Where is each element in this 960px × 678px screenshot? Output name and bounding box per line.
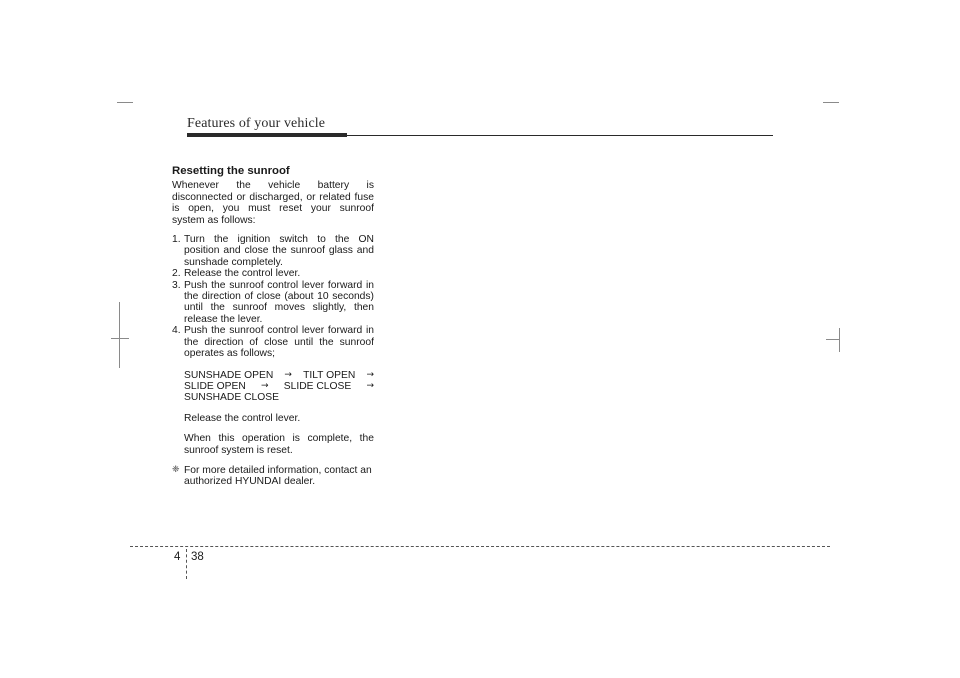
dealer-note xyxy=(172,465,374,488)
right-arrow-icon: → xyxy=(366,369,374,380)
step-text: Turn the ignition switch to the ON position and close the sunroof glass and sunshade completely. xyxy=(184,234,374,268)
footer-dashed-divider xyxy=(186,549,187,579)
release-instruction: Release the control lever. xyxy=(184,412,301,424)
crop-mark-left-horizontal xyxy=(111,338,129,339)
right-arrow-icon: → xyxy=(261,380,269,391)
completion-text: When this operation is complete, the sunroof system is reset. xyxy=(184,433,374,456)
sequence-item: TILT OPEN xyxy=(303,369,356,381)
section-title: Features of your vehicle xyxy=(187,116,326,131)
step-number: 4. xyxy=(172,325,181,337)
sequence-item: SLIDE OPEN xyxy=(184,380,246,392)
sequence-item: SLIDE CLOSE xyxy=(283,380,352,392)
intro-paragraph: Whenever the vehicle battery is disconnected or discharged, or related fuse is open, you must reset your sunroof system as follows: xyxy=(172,180,374,226)
crop-mark-right-horizontal xyxy=(826,339,840,340)
sequence-line-1 xyxy=(184,370,374,381)
header-rule-thin xyxy=(347,135,773,136)
sequence-item: SUNSHADE OPEN xyxy=(184,369,274,381)
content-column xyxy=(172,166,374,488)
section-heading: Resetting the sunroof xyxy=(172,165,290,177)
step-1 xyxy=(172,234,374,268)
step-4 xyxy=(172,325,374,359)
note-text: For more detailed information, contact an authorized HYUNDAI dealer. xyxy=(184,464,372,488)
note-asterisk-icon: ❈ xyxy=(172,464,180,475)
footer-dashed-rule xyxy=(130,546,830,547)
chapter-number: 4 xyxy=(174,551,181,563)
crop-mark-top-left xyxy=(117,102,133,103)
crop-mark-left-vertical xyxy=(119,302,120,368)
step-number: 3. xyxy=(172,279,181,291)
step-2 xyxy=(172,268,374,279)
step-text: Release the control lever. xyxy=(184,268,301,280)
crop-mark-top-right xyxy=(823,102,839,103)
header-rule-thick xyxy=(187,133,347,137)
step-number: 2. xyxy=(172,268,181,280)
page-number: 38 xyxy=(191,551,204,563)
sequence-line-2 xyxy=(184,381,374,392)
crop-mark-right-vertical xyxy=(839,328,840,352)
step-text: Push the sunroof control lever forward in the direction of close until the sunroof operates as follows; xyxy=(184,325,374,360)
step-text: Push the sunroof control lever forward in the direction of close (about 10 seconds) until the sunroof moves slightly, then release the lever. xyxy=(184,279,374,325)
step-3 xyxy=(172,280,374,326)
step-number: 1. xyxy=(172,234,181,246)
right-arrow-icon: → xyxy=(366,380,374,391)
operation-sequence xyxy=(172,370,374,404)
right-arrow-icon: → xyxy=(284,369,292,380)
sequence-line-3: SUNSHADE CLOSE xyxy=(184,392,279,404)
